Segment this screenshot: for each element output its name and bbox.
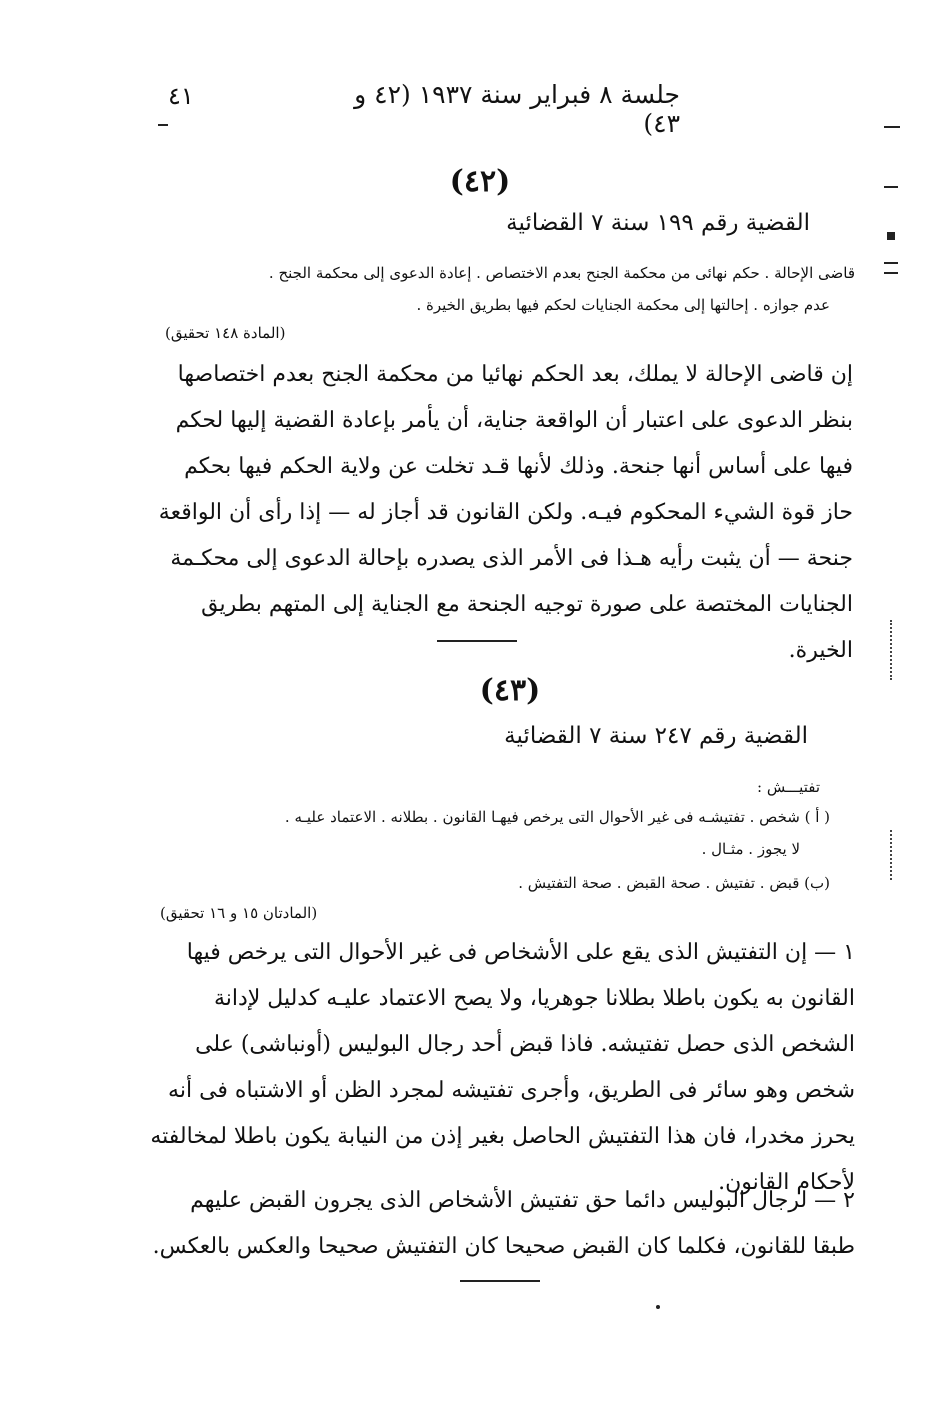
case-42-summary-line1: قاضى الإحالة . حكم نهائى من محكمة الجنح بعدم الاختصاص . إعادة الدعوى إلى محكمة الجنح .	[268, 264, 855, 282]
edge-mark	[884, 126, 900, 128]
edge-mark	[887, 232, 895, 240]
edge-mark	[884, 186, 898, 188]
case-43-item-a-line1: ( أ ) شخص . تفتيشـه فى غير الأحوال التى يرخص فيهـا القانون . بطلانه . الاعتماد عليـه .	[284, 808, 830, 826]
case-title-42: القضية رقم ١٩٩ سنة ٧ القضائية	[506, 210, 810, 236]
case-42-body-paragraph: إن قاضى الإحالة لا يملك، بعد الحكم نهائيا من محكمة الجنح بعدم اختصاصها بنظر الدعوى على اعتبار أن الواقعة جناية، أن يأمر بإعادة القضية إليها لحكم فيها على أساس أنها جنحة. وذلك لأنها قـد تخلت عن ولاية الحكم فيها بحكم حاز قوة الشيء المحكوم فيـه. ولكن القانون قد أجاز له — إذا رأى أن الواقعة جنحة — أن يثبت رأيه هـذا فى الأمر الذى يصدره بإحالة الدعوى إلى محكـمة الجنايات المختصة على صورة توجيه الجنحة مع الجناية إلى المتهم بطريق الخيرة.	[158, 362, 853, 663]
running-header-title: جلسة ٨ فبراير سنة ١٩٣٧ (٤٢ و ٤٣)	[354, 80, 680, 138]
case-number-43: (٤٣)	[479, 673, 541, 708]
case-43-paragraph-2: ٢ — لرجال البوليس دائما حق تفتيش الأشخاص الذى يجرون القبض عليهم طبقا للقانون، فكلما كان القبض صحيحا كان التفتيش صحيحا والعكس بالعكس.	[152, 1188, 855, 1259]
case-43-paragraph-1: ١ — إن التفتيش الذى يقع على الأشخاص فى غير الأحوال التى يرخص فيها القانون به يكون باطلا بطلانا جوهريا، ولا يصح الاعتماد عليـه كدليل لإدانة الشخص الذى حصل تفتيشه. فاذا قبض أحد رجال البوليس (أونباشى) على شخص وهو سائر فى الطريق، وأجرى تفتيشه لمجرد الظن أو الاشتباه فى أنه يحرز مخدرا، فان هذا التفتيش الحاصل بغير إذن من النيابة يكون باطلا لمخالفته لأحكام القانون.	[150, 940, 855, 1195]
edge-dotted-line	[890, 830, 892, 880]
case-number-42: (٤٢)	[449, 164, 511, 199]
case-43-article-reference: (المادتان ١٥ و ١٦ تحقيق)	[160, 904, 318, 922]
end-divider	[460, 1280, 540, 1282]
edge-mark	[884, 262, 898, 264]
scan-mark	[158, 124, 168, 126]
case-43-item-a-line2: لا يجوز . مثـال .	[701, 840, 800, 858]
case-43-topic: تفتيـــش :	[757, 778, 820, 796]
case-title-43: القضية رقم ٢٤٧ سنة ٧ القضائية	[504, 723, 808, 749]
page-number: ٤١	[168, 82, 194, 110]
edge-dotted-line	[890, 620, 892, 680]
edge-mark	[884, 272, 898, 274]
case-43-item-b: (ب) قبض . تفتيش . صحة القبض . صحة التفتيش .	[518, 874, 830, 892]
section-divider	[437, 640, 517, 642]
case-42-summary-line2: عدم جوازه . إحالتها إلى محكمة الجنايات لحكم فيها بطريق الخيرة .	[416, 296, 830, 314]
case-42-article-reference: (المادة ١٤٨ تحقيق)	[165, 324, 286, 342]
scan-dot	[656, 1305, 660, 1309]
